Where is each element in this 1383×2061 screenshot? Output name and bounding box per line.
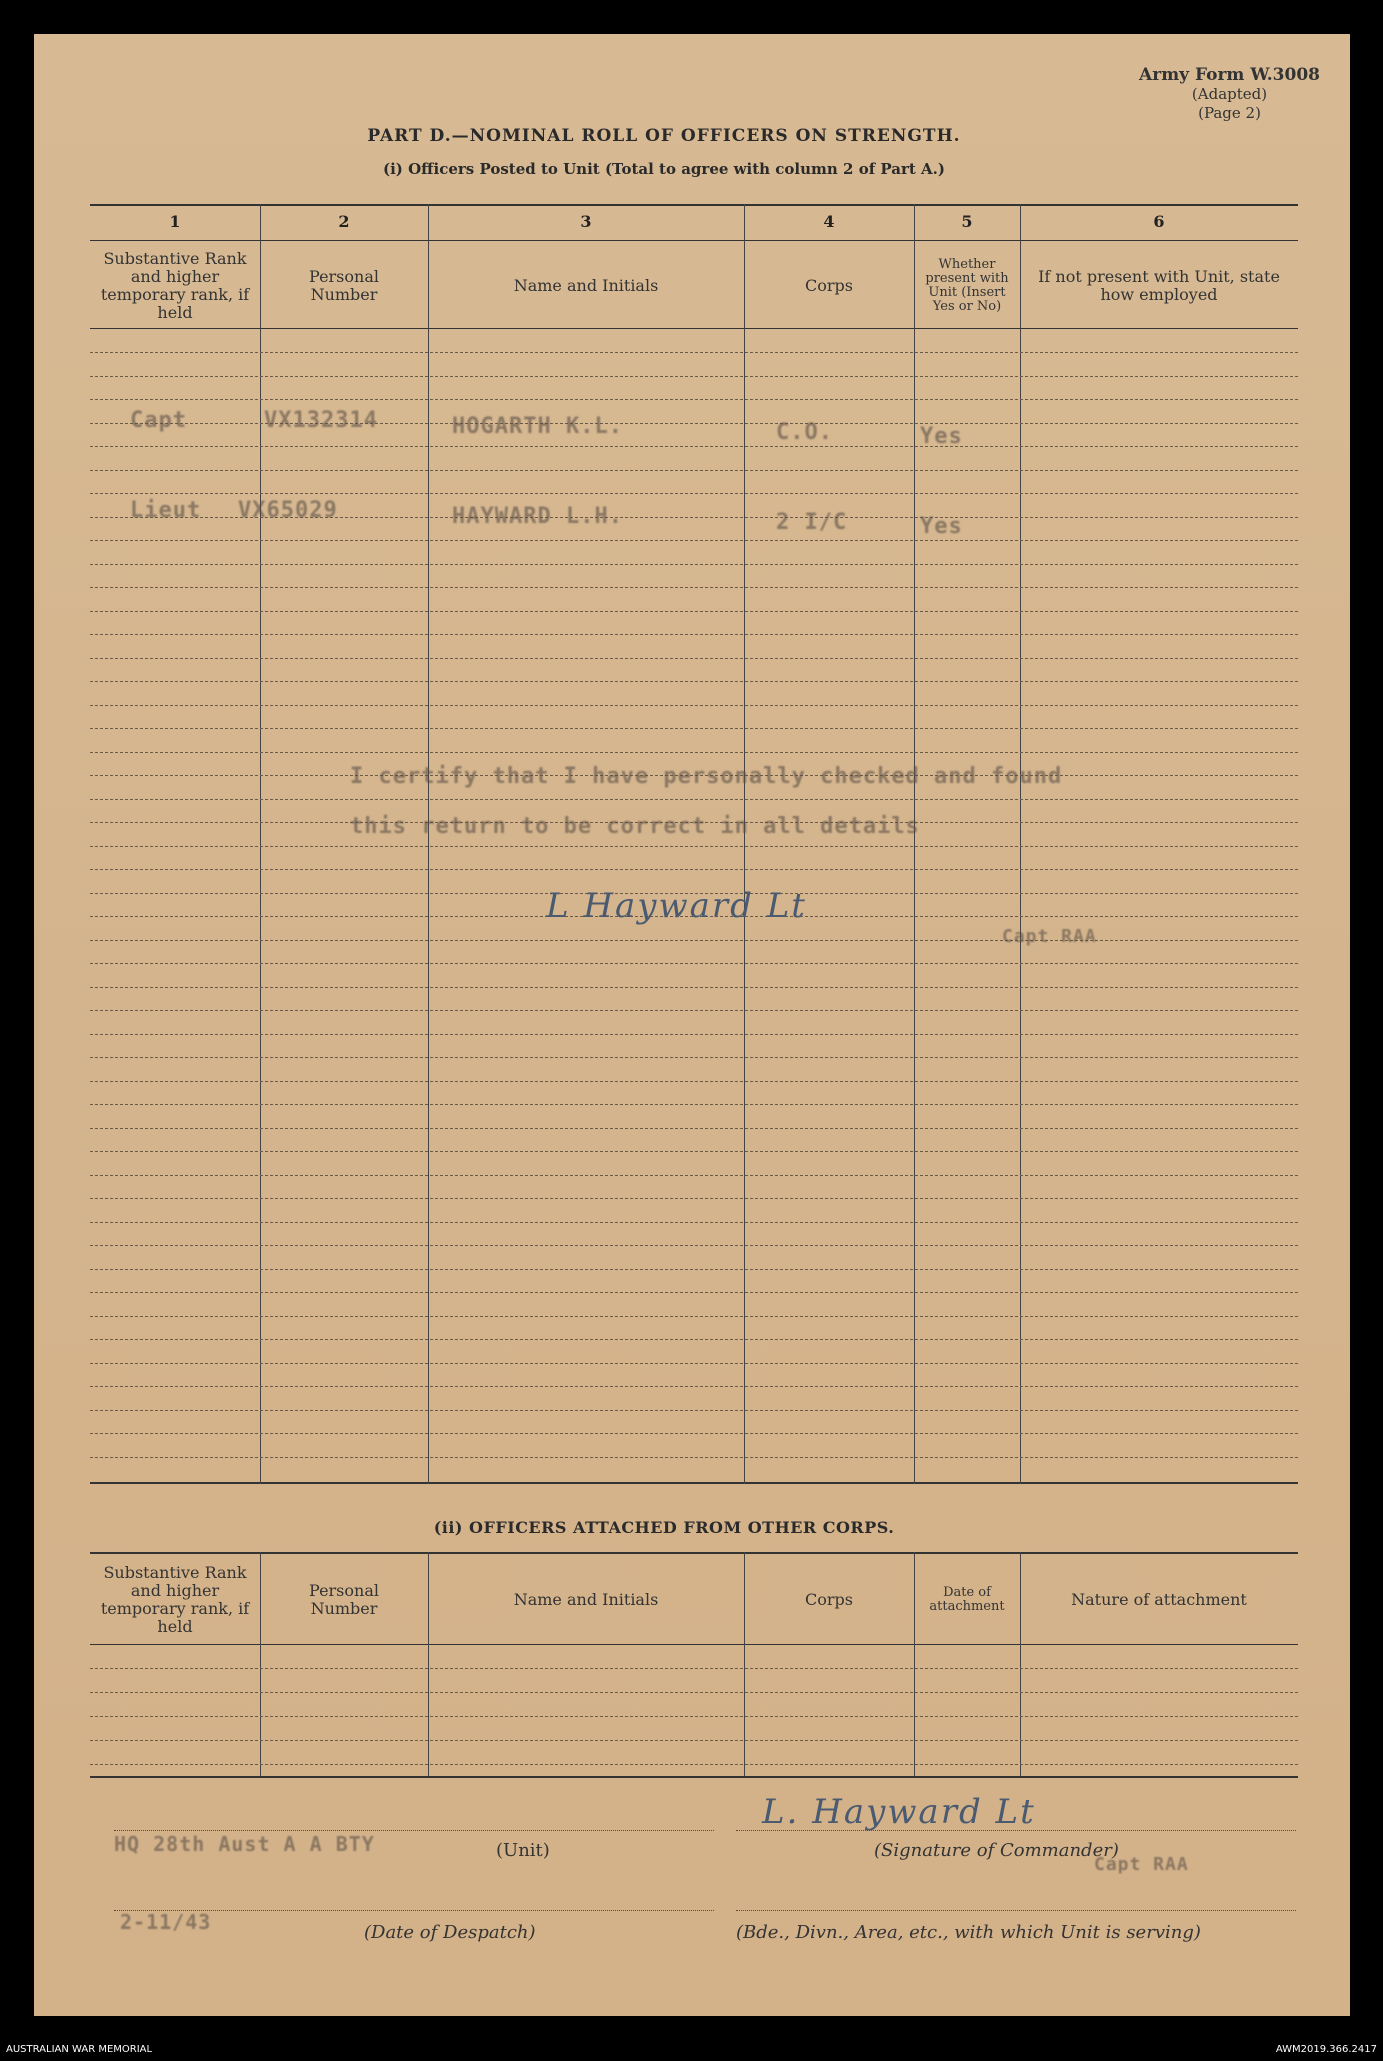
form-identifier (1139, 66, 1320, 123)
ruled-line (90, 564, 1298, 565)
column-number-1: 1 (169, 212, 181, 231)
ruled-line (90, 446, 1298, 447)
ruled-line (90, 1764, 1298, 1765)
date-value: 2-11/43 (120, 1910, 212, 1934)
ruled-line (90, 705, 1298, 706)
form-number: Army Form W.3008 (1139, 65, 1320, 85)
row-1-corps: C.O. (776, 420, 833, 445)
ruled-line (90, 752, 1298, 753)
ruled-line (90, 799, 1298, 800)
ruled-line (90, 681, 1298, 682)
row-2-corps: 2 I/C (776, 510, 848, 535)
bde-dotline (736, 1910, 1296, 1911)
column-number-2: 2 (338, 212, 350, 231)
ruled-line (90, 470, 1298, 471)
certification-line-2: this return to be correct in all details (350, 814, 920, 839)
ruled-line (90, 399, 1298, 400)
ruled-line (90, 352, 1298, 353)
ruled-line (90, 1339, 1298, 1340)
column-number-4: 4 (823, 212, 835, 231)
ruled-line (90, 869, 1298, 870)
ruled-line (90, 1104, 1298, 1105)
bde-label: (Bde., Divn., Area, etc., with which Unit is serving) (736, 1922, 1201, 1943)
ruled-line (90, 1269, 1298, 1270)
ruled-line (90, 1386, 1298, 1387)
date-label: (Date of Despatch) (364, 1922, 536, 1943)
ruled-line (90, 728, 1298, 729)
ruled-line (90, 376, 1298, 377)
part-ii-header-name: Name and Initials (513, 1590, 659, 1609)
ruled-line (90, 634, 1298, 635)
header-rank: Substantive Rank and higher temporary rank, if held (100, 249, 250, 322)
part-ii-col-divider-4 (914, 1552, 915, 1776)
colnum-divider (90, 240, 1298, 241)
part-ii-header-rank: Substantive Rank and higher temporary rank, if held (100, 1563, 250, 1636)
ruled-line (90, 540, 1298, 541)
commander-signature: L. Hayward Lt (762, 1792, 1036, 1832)
ruled-line (90, 1175, 1298, 1176)
row-2-name: HAYWARD L.H. (452, 504, 623, 529)
part-ii-header-nature: Nature of attachment (1071, 1590, 1247, 1609)
row-2-rank: Lieut (130, 498, 202, 523)
ruled-line (90, 963, 1298, 964)
part-ii-col-divider-1 (260, 1552, 261, 1776)
part-ii-header-border (90, 1644, 1298, 1645)
part-ii-header-date: Date of attachment (929, 1585, 1005, 1614)
ruled-line (90, 1740, 1298, 1741)
ruled-line (90, 658, 1298, 659)
ruled-line (90, 1716, 1298, 1717)
header-present: Whether present with Unit (Insert Yes or No) (925, 257, 1009, 314)
part-ii-top-border (90, 1552, 1298, 1554)
ruled-line (90, 1057, 1298, 1058)
ruled-line (90, 1692, 1298, 1693)
signature-dotline (736, 1830, 1296, 1831)
form-page (34, 34, 1350, 2016)
ruled-line (90, 1457, 1298, 1458)
ruled-line (90, 1292, 1298, 1293)
ruled-line (90, 1034, 1298, 1035)
column-number-6: 6 (1153, 212, 1165, 231)
row-2-number: VX65029 (238, 498, 338, 523)
row-2-present: Yes (920, 514, 963, 539)
ruled-line (90, 1316, 1298, 1317)
ruled-line (90, 1245, 1298, 1246)
row-1-name: HOGARTH K.L. (452, 414, 623, 439)
ruled-line (90, 1198, 1298, 1199)
ruled-line (90, 1433, 1298, 1434)
ruled-line (90, 1128, 1298, 1129)
part-ii-title: (ii) OFFICERS ATTACHED FROM OTHER CORPS. (433, 1518, 895, 1537)
row-1-present: Yes (920, 424, 963, 449)
ruled-line (90, 1363, 1298, 1364)
ruled-line (90, 587, 1298, 588)
header-name: Name and Initials (513, 276, 659, 295)
ruled-line (90, 1010, 1298, 1011)
ruled-line (90, 1410, 1298, 1411)
ruled-line (90, 1222, 1298, 1223)
row-1-number: VX132314 (264, 408, 378, 433)
header-corps: Corps (805, 276, 853, 295)
commander-rank: Capt RAA (1094, 1854, 1189, 1875)
part-d-subtitle: (i) Officers Posted to Unit (Total to agree with column 2 of Part A.) (383, 160, 945, 178)
table-top-border (90, 204, 1298, 206)
row-1-rank: Capt (130, 408, 187, 433)
part-ii-bottom-border (90, 1776, 1298, 1778)
archive-caption-left: AUSTRALIAN WAR MEMORIAL (6, 2044, 153, 2055)
ruled-line (90, 987, 1298, 988)
form-adapted: (Adapted) (1191, 85, 1268, 103)
part-ii-col-divider-5 (1020, 1552, 1021, 1776)
ruled-line (90, 493, 1298, 494)
ruled-line (90, 611, 1298, 612)
column-number-3: 3 (580, 212, 592, 231)
header-bottom-border (90, 328, 1298, 329)
ruled-line (90, 1081, 1298, 1082)
unit-dotline (114, 1830, 714, 1831)
unit-label: (Unit) (496, 1840, 550, 1861)
form-page-number: (Page 2) (1198, 104, 1261, 122)
archive-caption-right: AWM2019.366.2417 (1275, 2044, 1377, 2055)
part-ii-header-corps: Corps (805, 1590, 853, 1609)
ruled-line (90, 940, 1298, 941)
ruled-line (90, 846, 1298, 847)
table-bottom-border (90, 1482, 1298, 1484)
signature-label: (Signature of Commander) (874, 1840, 1119, 1861)
header-employed: If not present with Unit, state how employed (1038, 267, 1280, 304)
unit-value: HQ 28th Aust A A BTY (114, 1832, 375, 1856)
header-personal-number: Personal Number (309, 267, 379, 304)
ruled-line (90, 1151, 1298, 1152)
certification-rank: Capt RAA (1002, 926, 1097, 947)
date-dotline (114, 1910, 714, 1911)
certification-line-1: I certify that I have personally checked and found (350, 764, 1063, 789)
ruled-line (90, 1668, 1298, 1669)
part-ii-header-number: Personal Number (309, 1581, 379, 1618)
column-number-5: 5 (961, 212, 973, 231)
certification-signature: L Hayward Lt (546, 886, 807, 926)
part-d-title: PART D.—NOMINAL ROLL OF OFFICERS ON STRENGTH. (367, 126, 961, 146)
